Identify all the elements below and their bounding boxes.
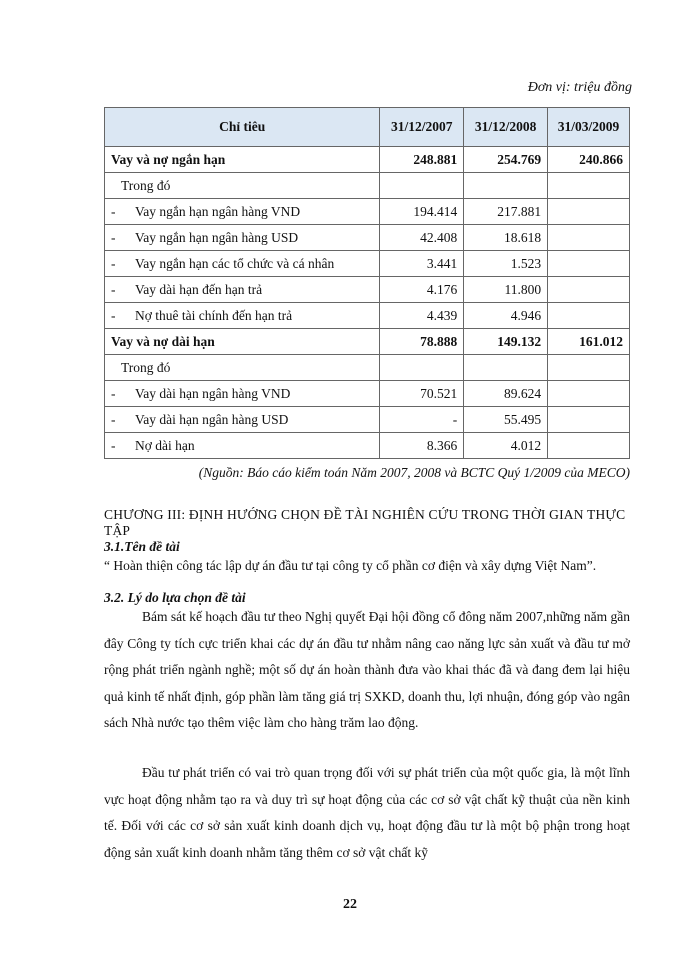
table-row bbox=[105, 303, 630, 329]
row-bullet: - bbox=[111, 411, 116, 427]
row-bullet: - bbox=[111, 255, 116, 271]
paragraph-1 bbox=[104, 604, 630, 737]
row-bullet: - bbox=[111, 385, 116, 401]
row-label-text: Vay ngắn hạn các tổ chức và cá nhân bbox=[135, 255, 335, 271]
row-value-v2: 149.132 bbox=[464, 329, 548, 355]
header-2007: 31/12/2007 bbox=[380, 108, 464, 147]
table-row bbox=[105, 225, 630, 251]
row-label bbox=[105, 407, 380, 433]
row-value-v3: 240.866 bbox=[548, 147, 630, 173]
row-value-v1: - bbox=[380, 407, 464, 433]
table-row bbox=[105, 147, 630, 173]
loan-table bbox=[104, 107, 630, 459]
row-label-text: Vay và nợ dài hạn bbox=[111, 333, 215, 349]
section-2-title: 3.2. Lý do lựa chọn đề tài bbox=[104, 590, 246, 605]
row-value-v2: 4.946 bbox=[464, 303, 548, 329]
row-value-v3 bbox=[548, 407, 630, 433]
table-row bbox=[105, 199, 630, 225]
row-value-v1: 8.366 bbox=[380, 433, 464, 459]
row-value-v2: 4.012 bbox=[464, 433, 548, 459]
row-value-v3 bbox=[548, 199, 630, 225]
row-label-text: Trong đó bbox=[121, 359, 171, 375]
row-value-v1: 42.408 bbox=[380, 225, 464, 251]
row-value-v2: 55.495 bbox=[464, 407, 548, 433]
row-value-v3 bbox=[548, 225, 630, 251]
source-note: (Nguồn: Báo cáo kiểm toán Năm 2007, 2008 và BCTC Quý 1/2009 của MECO) bbox=[198, 465, 630, 480]
row-value-v2: 18.618 bbox=[464, 225, 548, 251]
table-row bbox=[105, 381, 630, 407]
page-number: 22 bbox=[343, 897, 357, 912]
row-value-v1: 3.441 bbox=[380, 251, 464, 277]
row-value-v3 bbox=[548, 173, 630, 199]
row-label-text: Vay dài hạn ngân hàng VND bbox=[135, 385, 291, 401]
table-row bbox=[105, 433, 630, 459]
row-value-v3: 161.012 bbox=[548, 329, 630, 355]
row-value-v1: 70.521 bbox=[380, 381, 464, 407]
row-value-v2 bbox=[464, 173, 548, 199]
row-label-text: Vay dài hạn đến hạn trả bbox=[135, 281, 263, 297]
row-label-text: Vay ngắn hạn ngân hàng VND bbox=[135, 203, 301, 219]
row-value-v3 bbox=[548, 303, 630, 329]
row-value-v2: 89.624 bbox=[464, 381, 548, 407]
row-value-v2: 254.769 bbox=[464, 147, 548, 173]
row-label bbox=[105, 173, 380, 199]
paragraph-2 bbox=[104, 760, 630, 866]
table-row bbox=[105, 407, 630, 433]
table-row bbox=[105, 329, 630, 355]
row-bullet: - bbox=[111, 281, 116, 297]
row-bullet: - bbox=[111, 307, 116, 323]
row-label-text: Nợ thuê tài chính đến hạn trả bbox=[135, 307, 293, 323]
row-value-v1: 194.414 bbox=[380, 199, 464, 225]
row-label-text: Vay ngắn hạn ngân hàng USD bbox=[135, 229, 299, 245]
table-header-row bbox=[105, 108, 630, 147]
header-indicator: Chỉ tiêu bbox=[105, 108, 380, 147]
header-2009: 31/03/2009 bbox=[548, 108, 630, 147]
table-body bbox=[105, 147, 630, 459]
row-bullet: - bbox=[111, 203, 116, 219]
row-label bbox=[105, 199, 380, 225]
row-label bbox=[105, 147, 380, 173]
row-value-v3 bbox=[548, 355, 630, 381]
row-label bbox=[105, 433, 380, 459]
row-value-v1 bbox=[380, 173, 464, 199]
row-label bbox=[105, 225, 380, 251]
row-label-text: Vay và nợ ngắn hạn bbox=[111, 151, 226, 167]
table-row bbox=[105, 277, 630, 303]
row-label bbox=[105, 381, 380, 407]
row-value-v3 bbox=[548, 381, 630, 407]
row-value-v2: 217.881 bbox=[464, 199, 548, 225]
row-label-text: Trong đó bbox=[121, 177, 171, 193]
row-value-v3 bbox=[548, 251, 630, 277]
section-1-title: 3.1.Tên đề tài bbox=[104, 539, 180, 554]
unit-note: Đơn vị: triệu đồng bbox=[527, 80, 632, 95]
row-bullet: - bbox=[111, 437, 116, 453]
section-1-text: “ Hoàn thiện công tác lập dự án đầu tư tại công ty cổ phần cơ điện và xây dựng Việt Nam”. bbox=[104, 558, 597, 573]
paragraph-2-text: Đầu tư phát triển có vai trò quan trọng đối với sự phát triển của một quốc gia, là một lĩnh vực hoạt động nhằm tạo ra và duy trì sự hoạt động của các cơ sở vật chất kỹ thuật của nền kinh tế. Đối với các cơ sở sản xuất kinh doanh dịch vụ, hoạt động đầu tư là một bộ phận trong hoạt động sản xuất kinh doanh nhằm tăng thêm cơ sở vật chất kỹ bbox=[104, 765, 630, 860]
table-row bbox=[105, 251, 630, 277]
table-row bbox=[105, 173, 630, 199]
row-value-v1: 248.881 bbox=[380, 147, 464, 173]
row-label-text: Vay dài hạn ngân hàng USD bbox=[135, 411, 289, 427]
row-value-v1: 4.176 bbox=[380, 277, 464, 303]
row-label-text: Nợ dài hạn bbox=[135, 437, 195, 453]
paragraph-1-text: Bám sát kế hoạch đầu tư theo Nghị quyết Đại hội đồng cổ đông năm 2007,những năm gần đây Công ty tích cực triển khai các dự án đầu tư nhằm nâng cao năng lực sản xuất và đầu tư mở rộng phát triển ngành nghề; một số dự án hoàn thành đưa vào khai thác đã và đang đem lại hiệu quả kinh tế nhất định, góp phần làm tăng giá trị SXKD, doanh thu, lợi nhuận, đóng góp vào ngân sách Nhà nước tạo thêm việc làm cho hàng trăm lao động. bbox=[104, 609, 630, 730]
chapter-title: CHƯƠNG III: ĐỊNH HƯỚNG CHỌN ĐỀ TÀI NGHIÊN CỨU TRONG THỜI GIAN THỰC TẬP bbox=[104, 507, 626, 538]
row-label bbox=[105, 329, 380, 355]
row-value-v1: 4.439 bbox=[380, 303, 464, 329]
header-2008: 31/12/2008 bbox=[464, 108, 548, 147]
row-label bbox=[105, 303, 380, 329]
table-row bbox=[105, 355, 630, 381]
row-value-v1 bbox=[380, 355, 464, 381]
row-label bbox=[105, 277, 380, 303]
row-value-v3 bbox=[548, 277, 630, 303]
row-value-v2 bbox=[464, 355, 548, 381]
row-value-v3 bbox=[548, 433, 630, 459]
row-label bbox=[105, 251, 380, 277]
row-label bbox=[105, 355, 380, 381]
row-bullet: - bbox=[111, 229, 116, 245]
row-value-v1: 78.888 bbox=[380, 329, 464, 355]
row-value-v2: 1.523 bbox=[464, 251, 548, 277]
row-value-v2: 11.800 bbox=[464, 277, 548, 303]
